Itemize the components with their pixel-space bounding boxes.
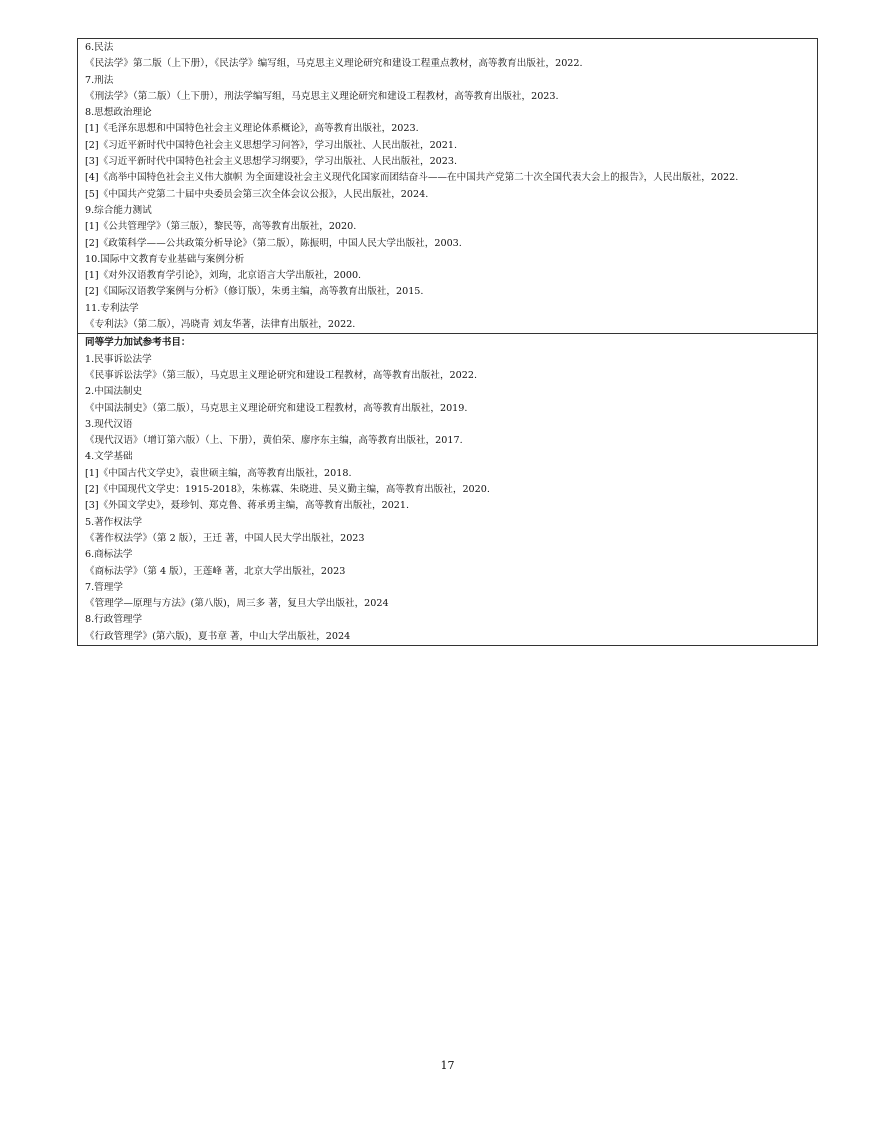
text-line: [4]《高举中国特色社会主义伟大旗帜 为全面建设社会主义现代化国家而团结奋斗——在中国共产党第二十次全国代表大会上的报告》，人民出版社，2022. (85, 172, 739, 184)
text-line: [2]《中国现代文学史：1915-2018》，朱栋霖、朱晓进、吴义勤主编，高等教育出版社，2020. (85, 484, 490, 496)
text-line: 《民法学》第二版（上下册），《民法学》编写组，马克思主义理论研究和建设工程重点教材，高等教育出版社，2022. (85, 58, 583, 70)
text-line: [5]《中国共产党第二十届中央委员会第三次全体会议公报》，人民出版社，2024. (85, 188, 429, 200)
text-line: [2]《政策科学——公共政策分析导论》（第二版），陈振明，中国人民大学出版社，2003. (85, 237, 462, 249)
required-books-cell (78, 39, 817, 333)
text-line: 11.专利法学 (85, 302, 139, 314)
text-line: 6.商标法学 (85, 549, 133, 561)
reference-table (77, 38, 818, 646)
text-line: 10.国际中文教育专业基础与案例分析 (85, 253, 245, 265)
text-line: 《著作权法学》（第 2 版），王迁 著，中国人民大学出版社，2023 (85, 532, 365, 544)
text-line: 8.思想政治理论 (85, 107, 152, 119)
text-line: [1]《对外汉语教育学引论》，刘珣，北京语言大学出版社，2000. (85, 270, 362, 282)
text-line: [1]《中国古代文学史》，袁世硕主编，高等教育出版社，2018. (85, 467, 352, 479)
text-line: 《民事诉讼法学》（第三版），马克思主义理论研究和建设工程教材，高等教育出版社，2022. (85, 369, 478, 381)
text-line: 《中国法制史》（第二版），马克思主义理论研究和建设工程教材，高等教育出版社，2019. (85, 402, 468, 414)
text-line: 《管理学—原理与方法》(第八版)，周三多 著，复旦大学出版社，2024 (85, 598, 389, 610)
text-line: 《行政管理学》(第六版)，夏书章 著，中山大学出版社，2024 (85, 630, 351, 642)
text-line: [3]《外国文学史》，聂珍钊、郑克鲁、蒋承勇主编，高等教育出版社，2021. (85, 500, 410, 512)
text-line: 5.著作权法学 (85, 516, 143, 528)
equivalent-degree-books-cell (78, 333, 817, 645)
text-line: 2.中国法制史 (85, 386, 143, 398)
text-line: [1]《公共管理学》（第三版），黎民等，高等教育出版社，2020. (85, 221, 357, 233)
text-line: 《专利法》（第二版），冯晓青 刘友华著，法律育出版社，2022. (85, 319, 356, 331)
text-line: 1.民事诉讼法学 (85, 353, 152, 365)
text-line: 4.文学基础 (85, 451, 133, 463)
text-line: 8.行政管理学 (85, 614, 143, 626)
text-line: [1]《毛泽东思想和中国特色社会主义理论体系概论》，高等教育出版社，2023. (85, 123, 419, 135)
page-number: 17 (440, 1059, 455, 1072)
text-line: 6.民法 (85, 42, 114, 53)
text-line: 3.现代汉语 (85, 418, 133, 430)
text-line: 9.综合能力测试 (85, 204, 152, 216)
text-line: [3]《习近平新时代中国特色社会主义思想学习纲要》，学习出版社、人民出版社，2023. (85, 156, 458, 168)
text-line: 《商标法学》（第 4 版），王莲峰 著，北京大学出版社，2023 (85, 565, 346, 577)
text-line: 7.管理学 (85, 581, 123, 593)
text-line: [2]《国际汉语教学案例与分析》（修订版），朱勇主编，高等教育出版社，2015. (85, 286, 424, 298)
text-line: [2]《习近平新时代中国特色社会主义思想学习问答》，学习出版社、人民出版社，2021. (85, 139, 458, 151)
text-line: 《现代汉语》（增订第六版）（上、下册），黄伯荣、廖序东主编，高等教育出版社，2017. (85, 435, 463, 447)
text-line: 7.刑法 (85, 74, 114, 86)
text-line: 《刑法学》（第二版）（上下册），刑法学编写组，马克思主义理论研究和建设工程教材，高等教育出版社，2023. (85, 90, 559, 102)
section-heading: 同等学力加试参考书目： (85, 337, 191, 349)
